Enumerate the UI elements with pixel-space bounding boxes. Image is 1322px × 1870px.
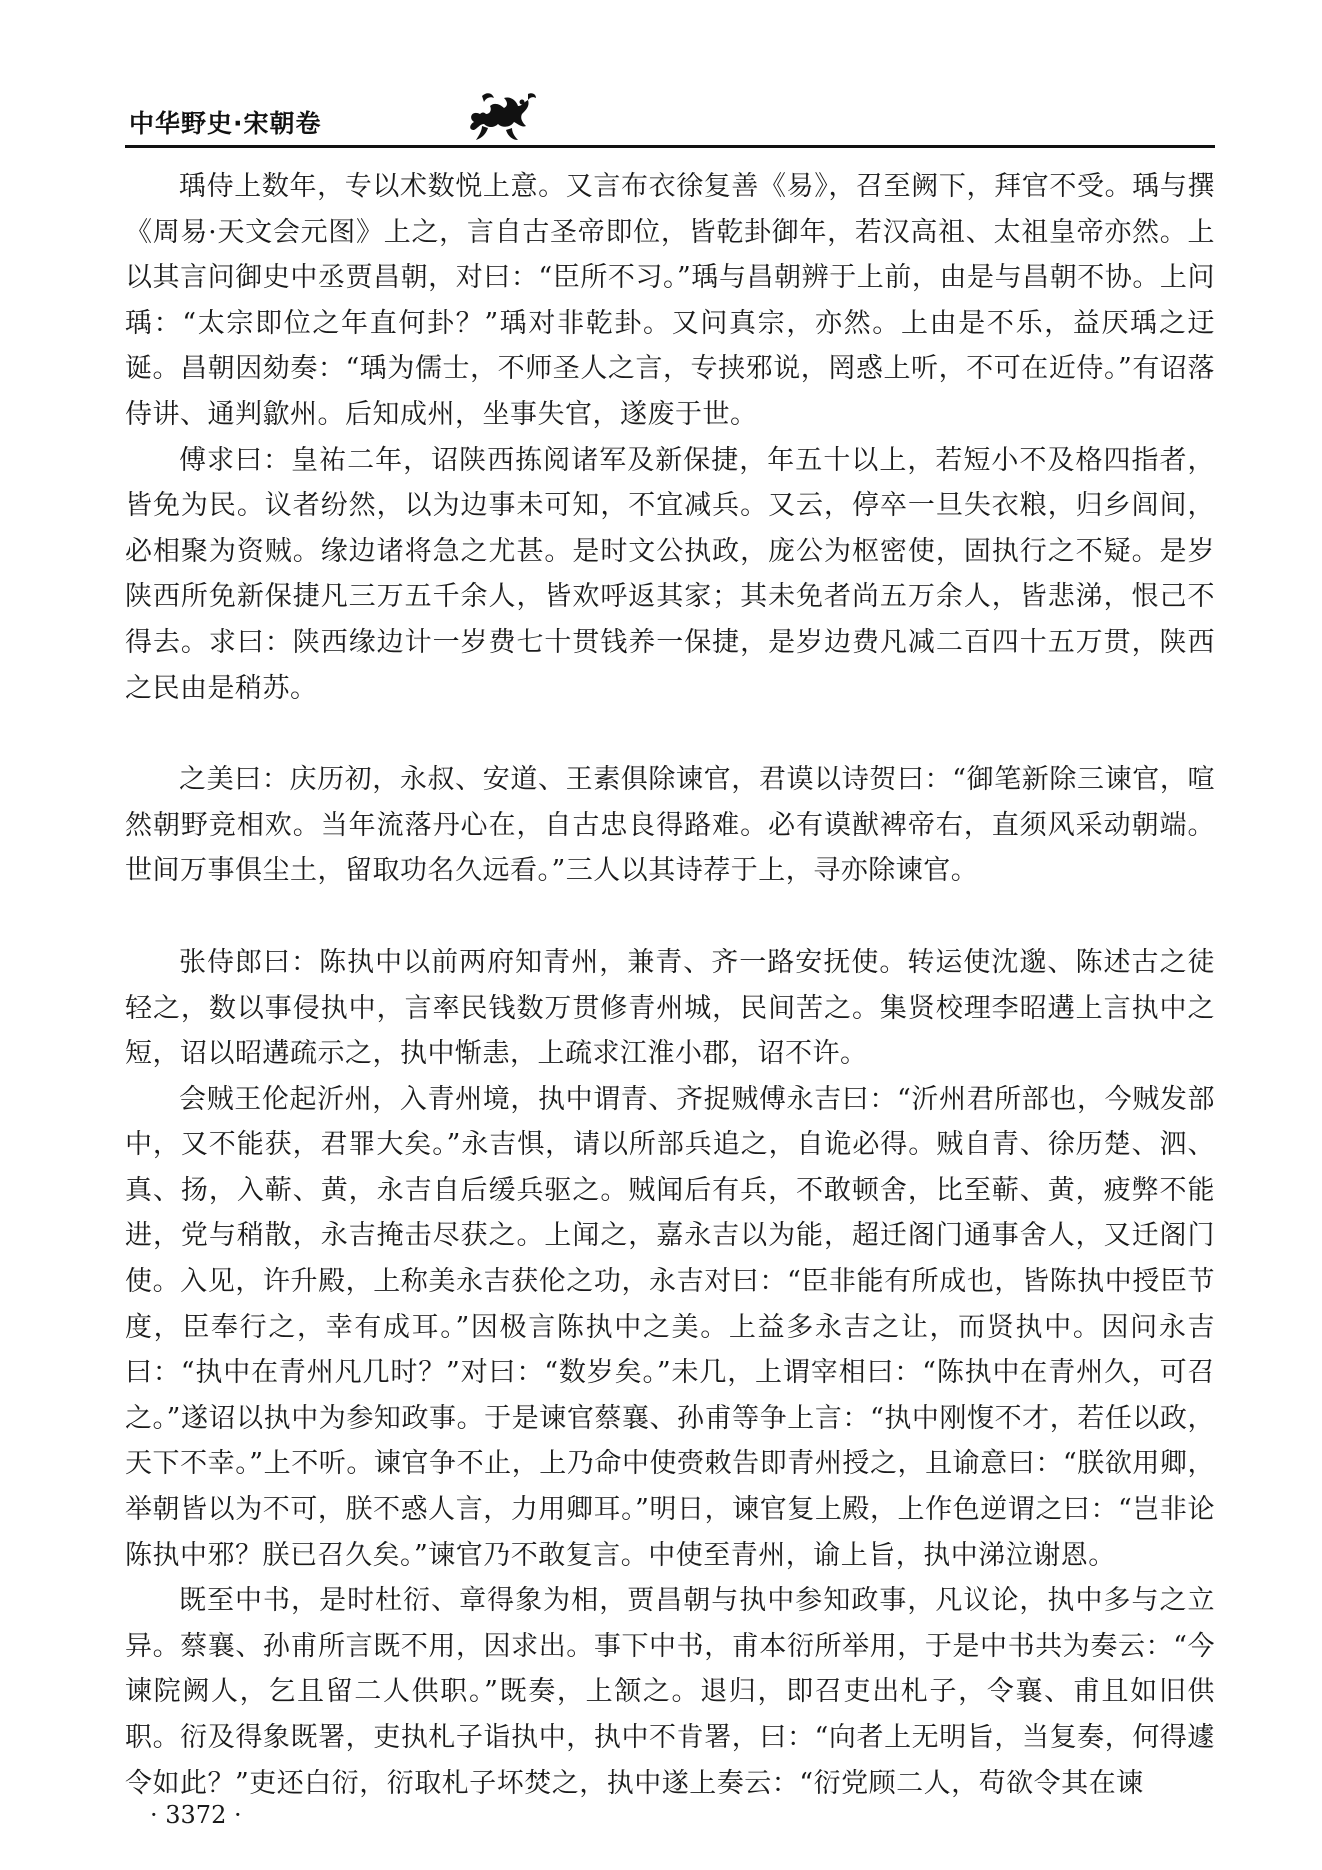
section-gap bbox=[125, 894, 1215, 940]
paragraph: 傅求曰：皇祐二年，诏陕西拣阅诸军及新保捷，年五十以上，若短小不及格四指者，皆免为民。议者纷然，以为边事未可知，不宜减兵。又云，停卒一旦失衣粮，归乡闾间，必相聚为资贼。缘边诸将急之尤甚。是时文公执政，庞公为枢密使，固执行之不疑。是岁陕西所免新保捷凡三万五千余人，皆欢呼返其家；其未免者尚五万余人，皆悲涕，恨己不得去。求曰：陕西缘边计一岁费七十贯钱养一保捷，是岁边费凡减二百四十五万贯，陕西之民由是稍苏。 bbox=[125, 444, 1215, 704]
paragraph: 之美曰：庆历初，永叔、安道、王素俱除谏官，君谟以诗贺曰：“御笔新除三谏官，喧然朝野竞相欢。当年流落丹心在，自古忠良得路难。必有谟猷裨帝右，直须风采动朝端。世间万事俱尘土，留取功名久远看。”三人以其诗荐于上，寻亦除谏官。 bbox=[125, 764, 1215, 887]
header-rule bbox=[125, 145, 1215, 148]
section-gap bbox=[125, 711, 1215, 757]
book-title: 中华野史·宋朝卷 bbox=[129, 109, 322, 138]
paragraph: 既至中书，是时杜衍、章得象为相，贾昌朝与执中参知政事，凡议论，执中多与之立异。蔡襄、孙甫所言既不用，因求出。事下中书，甫本衍所举用，于是中书共为奏云：“今谏院阙人，乞且留二人供职。”既奏，上颔之。退归，即召吏出札子，令襄、甫且如旧供职。衍及得象既署，吏执札子诣执中，执中不肯署，曰：“向者上无明旨，当复奏，何得遽令如此？”吏还白衍，衍取札子坏焚之，执中遂上奏云：“衍党顾二人，苟欲令其在谏 bbox=[125, 1585, 1215, 1799]
dragon-emblem-icon bbox=[462, 84, 542, 146]
paragraph: 会贼王伦起沂州，入青州境，执中谓青、齐捉贼傅永吉曰：“沂州君所部也，今贼发部中，又不能获，君罪大矣。”永吉惧，请以所部兵追之，自诡必得。贼自青、徐历楚、泗、真、扬，入蕲、黄，永吉自后缓兵驱之。贼闻后有兵，不敢顿舍，比至蕲、黄，疲弊不能进，党与稍散，永吉掩击尽获之。上闻之，嘉永吉以为能，超迁阁门通事舍人，又迁阁门使。入见，许升殿，上称美永吉获伦之功，永吉对曰：“臣非能有所成也，皆陈执中授臣节度，臣奉行之，幸有成耳。”因极言陈执中之美。上益多永吉之让，而贤执中。因问永吉曰：“执中在青州凡几时？”对曰：“数岁矣。”未几，上谓宰相曰：“陈执中在青州久，可召之。”遂诏以执中为参知政事。于是谏官蔡襄、孙甫等争上言：“执中刚愎不才，若任以政，天下不幸。”上不听。谏官争不止，上乃命中使赍敕告即青州授之，且谕意曰：“朕欲用卿，举朝皆以为不可，朕不惑人言，力用卿耳。”明日，谏官复上殿，上作色逆谓之曰：“岂非论陈执中邪？朕已召久矣。”谏官乃不敢复言。中使至青州，谕上旨，执中涕泣谢恩。 bbox=[125, 1083, 1215, 1571]
paragraph: 张侍郎曰：陈执中以前两府知青州，兼青、齐一路安抚使。转运使沈邈、陈述古之徒轻之，数以事侵执中，言率民钱数万贯修青州城，民间苦之。集贤校理李昭遘上言执中之短，诏以昭遘疏示之，执中惭恚，上疏求江淮小郡，诏不许。 bbox=[125, 946, 1215, 1070]
page-number: · 3372 · bbox=[150, 1801, 242, 1829]
running-header bbox=[125, 82, 1215, 152]
paragraph: 瑀侍上数年，专以术数悦上意。又言布衣徐复善《易》，召至阙下，拜官不受。瑀与撰《周易·天文会元图》上之，言自古圣帝即位，皆乾卦御年，若汉高祖、太祖皇帝亦然。上以其言问御史中丞贾昌朝，对曰：“臣所不习。”瑀与昌朝辨于上前，由是与昌朝不协。上问瑀：“太宗即位之年直何卦？”瑀对非乾卦。又问真宗，亦然。上由是不乐，益厌瑀之迂诞。昌朝因劾奏：“瑀为儒士，不师圣人之言，专挟邪说，罔惑上听，不可在近侍。”有诏落侍讲、通判歙州。后知成州，坐事失官，遂废于世。 bbox=[125, 171, 1215, 430]
page-body bbox=[125, 164, 1215, 1806]
